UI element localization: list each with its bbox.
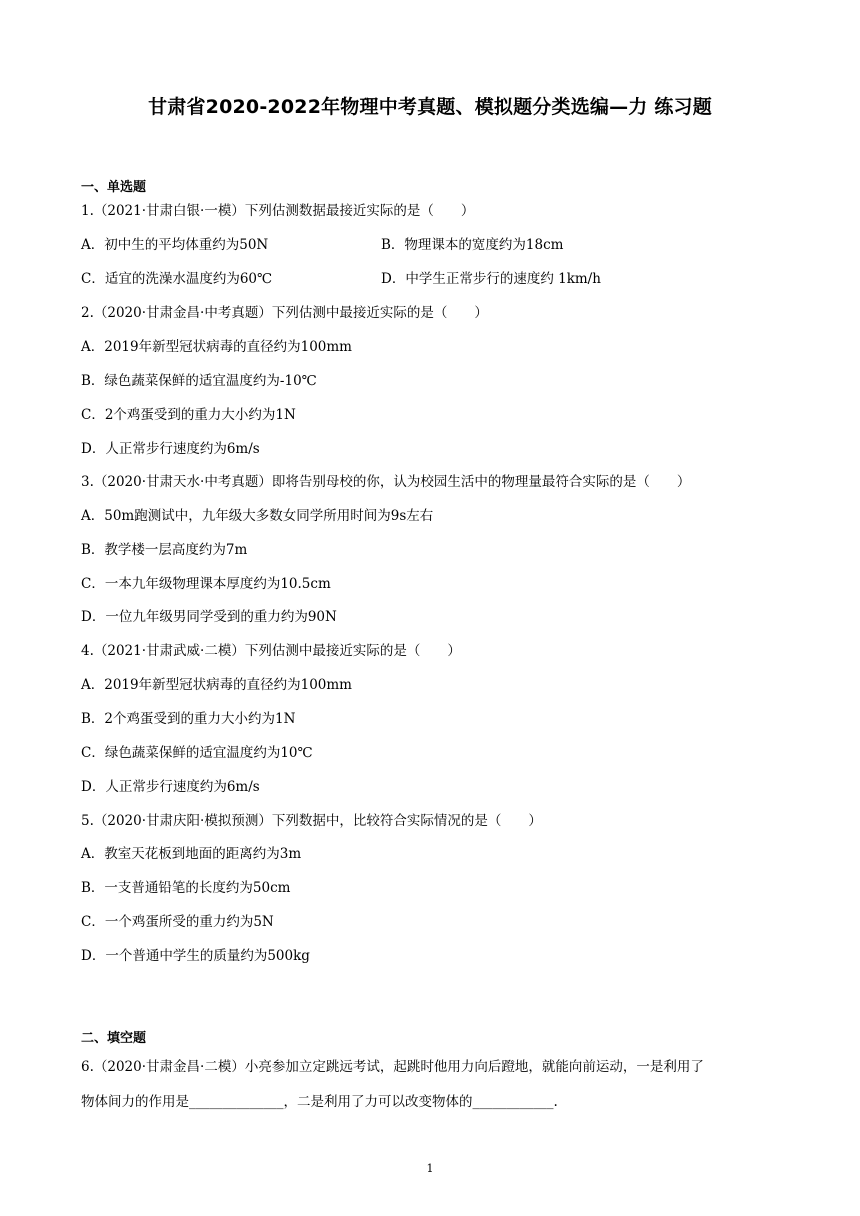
question-1-option-c: C．适宜的洗澡水温度约为60℃	[81, 271, 273, 287]
question-1-option-b: B．物理课本的宽度约为18cm	[381, 237, 564, 253]
question-4-option-a: A．2019年新型冠状病毒的直径约为100mm	[81, 677, 352, 693]
question-5-option-a: A．教室天花板到地面的距离约为3m	[81, 846, 302, 862]
question-1-option-a: A．初中生的平均体重约为50N	[81, 237, 269, 253]
question-2-option-c: C．2个鸡蛋受到的重力大小约为1N	[81, 407, 296, 423]
question-6-stem-line-1: 6.（2020·甘肃金昌·二模）小亮参加立定跳远考试，起跳时他用力向后蹬地，就能向前运动，一是利用了	[81, 1059, 704, 1075]
question-5-option-b: B．一支普通铅笔的长度约为50cm	[81, 880, 291, 896]
question-4-option-d: D．人正常步行速度约为6m/s	[81, 779, 260, 795]
question-5-stem: 5.（2020·甘肃庆阳·模拟预测）下列数据中，比较符合实际情况的是（ ）	[81, 813, 542, 829]
section-heading-fill-blank: 二、填空题	[81, 1031, 147, 1046]
question-3-option-c: C．一本九年级物理课本厚度约为10.5cm	[81, 576, 331, 592]
question-6-stem-line-2: 物体间力的作用是______________，二是利用了力可以改变物体的____________.	[81, 1094, 558, 1110]
document-title: 甘肃省2020-2022年物理中考真题、模拟题分类选编—力 练习题	[148, 96, 712, 118]
question-2-option-b: B．绿色蔬菜保鲜的适宜温度约为-10℃	[81, 373, 317, 389]
question-4-option-b: B．2个鸡蛋受到的重力大小约为1N	[81, 711, 296, 727]
question-3-option-a: A．50m跑测试中，九年级大多数女同学所用时间为9s左右	[81, 508, 434, 524]
question-3-option-d: D．一位九年级男同学受到的重力约为90N	[81, 609, 337, 625]
question-1-option-d: D．中学生正常步行的速度约 1km/h	[381, 271, 601, 287]
section-heading-single-choice: 一、单选题	[81, 180, 147, 195]
question-4-stem: 4.（2021·甘肃武威·二模）下列估测中最接近实际的是（ ）	[81, 643, 461, 659]
question-1-stem: 1.（2021·甘肃白银·一模）下列估测数据最接近实际的是（ ）	[81, 203, 475, 219]
question-5-option-c: C．一个鸡蛋所受的重力约为5N	[81, 914, 274, 930]
question-5-option-d: D．一个普通中学生的质量约为500kg	[81, 948, 310, 964]
question-2-stem: 2.（2020·甘肃金昌·中考真题）下列估测中最接近实际的是（ ）	[81, 305, 488, 321]
question-3-stem: 3.（2020·甘肃天水·中考真题）即将告别母校的你，认为校园生活中的物理量最符合实际的是（ ）	[81, 474, 691, 490]
question-2-option-a: A．2019年新型冠状病毒的直径约为100mm	[81, 339, 352, 355]
question-4-option-c: C．绿色蔬菜保鲜的适宜温度约为10℃	[81, 745, 313, 761]
page-number: 1	[426, 1162, 434, 1175]
question-2-option-d: D．人正常步行速度约为6m/s	[81, 441, 260, 457]
question-3-option-b: B．教学楼一层高度约为7m	[81, 542, 248, 558]
